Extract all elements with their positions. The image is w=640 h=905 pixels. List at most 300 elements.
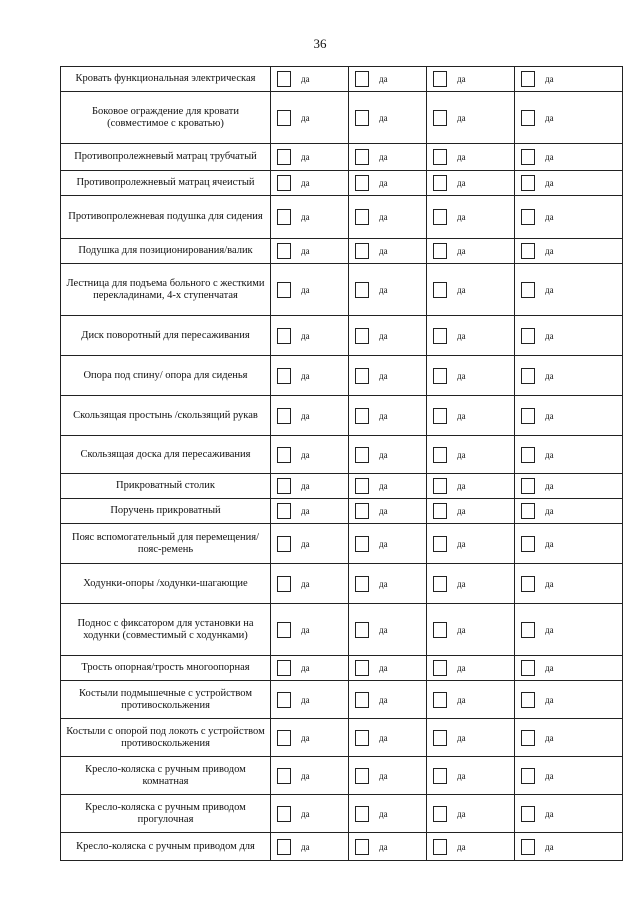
yes-label: да: [545, 663, 554, 673]
checkbox[interactable]: [277, 328, 291, 344]
checkbox[interactable]: [433, 536, 447, 552]
option-cell: [515, 316, 623, 356]
option-cell: [271, 604, 349, 656]
yes-label: да: [379, 694, 388, 705]
option-cell: [515, 499, 623, 524]
equipment-name: Скользящая простынь /скользящий рукав: [61, 396, 271, 436]
checkbox[interactable]: [433, 243, 447, 259]
yes-label: да: [379, 74, 388, 84]
checkbox[interactable]: [433, 175, 447, 191]
equipment-rows: [61, 67, 623, 861]
option-cell: [427, 795, 515, 833]
checkbox[interactable]: [277, 209, 291, 225]
yes-label: да: [301, 74, 310, 84]
option-cell: [271, 396, 349, 436]
checkbox[interactable]: [277, 368, 291, 384]
equipment-name: Скользящая доска для пересаживания: [61, 436, 271, 474]
option-cell: [271, 656, 349, 681]
option-cell: [515, 171, 623, 196]
option-cell: [349, 356, 427, 396]
checkbox[interactable]: [277, 478, 291, 494]
option-cell: [427, 356, 515, 396]
checkbox[interactable]: [521, 243, 535, 259]
option-cell: [271, 564, 349, 604]
option-cell: [427, 92, 515, 144]
yes-label: да: [545, 481, 554, 491]
checkbox[interactable]: [521, 730, 535, 746]
checkbox[interactable]: [433, 209, 447, 225]
table-row: [61, 171, 623, 196]
checkbox[interactable]: [433, 576, 447, 592]
equipment-name: Ходунки-опоры /ходунки-шагающие: [61, 564, 271, 604]
option-cell: [515, 264, 623, 316]
option-cell: [271, 833, 349, 861]
yes-label: да: [457, 370, 466, 381]
option-cell: [427, 239, 515, 264]
yes-label: да: [301, 246, 310, 256]
table-row: [61, 92, 623, 144]
checkbox[interactable]: [433, 149, 447, 165]
yes-label: да: [457, 246, 466, 256]
checkbox[interactable]: [277, 110, 291, 126]
yes-label: да: [301, 330, 310, 341]
option-cell: [427, 719, 515, 757]
table-row: [61, 239, 623, 264]
option-cell: [271, 681, 349, 719]
yes-label: да: [379, 178, 388, 188]
equipment-table: [60, 66, 623, 861]
option-cell: [271, 264, 349, 316]
table-row: [61, 264, 623, 316]
option-cell: [349, 604, 427, 656]
yes-label: да: [379, 841, 388, 852]
option-cell: [349, 436, 427, 474]
checkbox[interactable]: [355, 149, 369, 165]
checkbox[interactable]: [521, 110, 535, 126]
checkbox[interactable]: [355, 209, 369, 225]
checkbox[interactable]: [355, 660, 369, 676]
yes-label: да: [457, 694, 466, 705]
option-cell: [427, 656, 515, 681]
checkbox[interactable]: [277, 660, 291, 676]
table-row: [61, 316, 623, 356]
option-cell: [271, 757, 349, 795]
checkbox[interactable]: [277, 806, 291, 822]
table-row: [61, 474, 623, 499]
yes-label: да: [545, 770, 554, 781]
option-cell: [515, 436, 623, 474]
checkbox[interactable]: [277, 768, 291, 784]
checkbox[interactable]: [277, 282, 291, 298]
yes-label: да: [457, 284, 466, 295]
yes-label: да: [457, 212, 466, 222]
yes-label: да: [545, 112, 554, 123]
option-cell: [427, 67, 515, 92]
page-number: 36: [313, 36, 327, 51]
checkbox[interactable]: [433, 503, 447, 519]
option-cell: [427, 196, 515, 239]
checkbox[interactable]: [433, 282, 447, 298]
yes-label: да: [301, 481, 310, 491]
checkbox[interactable]: [355, 243, 369, 259]
option-cell: [349, 795, 427, 833]
equipment-name: Кресло-коляска с ручным приводом для: [61, 833, 271, 861]
yes-label: да: [301, 841, 310, 852]
yes-label: да: [457, 624, 466, 635]
checkbox[interactable]: [355, 768, 369, 784]
yes-label: да: [379, 506, 388, 516]
equipment-name: Боковое ограждение для кровати (совместимое с кроватью): [61, 92, 271, 144]
option-cell: [515, 795, 623, 833]
option-cell: [271, 524, 349, 564]
checkbox[interactable]: [355, 536, 369, 552]
yes-label: да: [457, 178, 466, 188]
checkbox[interactable]: [355, 576, 369, 592]
yes-label: да: [545, 246, 554, 256]
option-cell: [427, 474, 515, 499]
option-cell: [349, 92, 427, 144]
checkbox[interactable]: [277, 503, 291, 519]
option-cell: [271, 795, 349, 833]
yes-label: да: [301, 152, 310, 162]
yes-label: да: [301, 506, 310, 516]
checkbox[interactable]: [521, 149, 535, 165]
checkbox[interactable]: [355, 806, 369, 822]
option-cell: [271, 474, 349, 499]
yes-label: да: [457, 841, 466, 852]
yes-label: да: [379, 246, 388, 256]
option-cell: [515, 92, 623, 144]
yes-label: да: [301, 694, 310, 705]
table-row: [61, 795, 623, 833]
option-cell: [349, 719, 427, 757]
option-cell: [349, 499, 427, 524]
yes-label: да: [457, 330, 466, 341]
option-cell: [349, 144, 427, 171]
checkbox[interactable]: [521, 622, 535, 638]
checkbox[interactable]: [355, 503, 369, 519]
checkbox[interactable]: [433, 447, 447, 463]
checkbox[interactable]: [433, 622, 447, 638]
option-cell: [271, 436, 349, 474]
equipment-name: Прикроватный столик: [61, 474, 271, 499]
option-cell: [427, 681, 515, 719]
yes-label: да: [301, 770, 310, 781]
checkbox[interactable]: [277, 692, 291, 708]
yes-label: да: [545, 212, 554, 222]
yes-label: да: [545, 284, 554, 295]
equipment-name: Костыли подмышечные с устройством противоскольжения: [61, 681, 271, 719]
yes-label: да: [457, 663, 466, 673]
yes-label: да: [301, 284, 310, 295]
equipment-name: Противопролежневый матрац трубчатый: [61, 144, 271, 171]
checkbox[interactable]: [433, 768, 447, 784]
checkbox[interactable]: [355, 839, 369, 855]
option-cell: [515, 196, 623, 239]
equipment-name: Пояс вспомогательный для перемещения/пояс-ремень: [61, 524, 271, 564]
option-cell: [427, 316, 515, 356]
yes-label: да: [379, 284, 388, 295]
table-row: [61, 656, 623, 681]
yes-label: да: [379, 152, 388, 162]
checkbox[interactable]: [355, 368, 369, 384]
checkbox[interactable]: [277, 536, 291, 552]
option-cell: [427, 499, 515, 524]
checkbox[interactable]: [521, 328, 535, 344]
yes-label: да: [301, 112, 310, 123]
table-row: [61, 196, 623, 239]
option-cell: [427, 436, 515, 474]
yes-label: да: [457, 808, 466, 819]
option-cell: [271, 92, 349, 144]
checkbox[interactable]: [433, 408, 447, 424]
checkbox[interactable]: [521, 768, 535, 784]
option-cell: [349, 396, 427, 436]
checkbox[interactable]: [433, 478, 447, 494]
option-cell: [515, 239, 623, 264]
table-row: [61, 356, 623, 396]
option-cell: [427, 604, 515, 656]
checkbox[interactable]: [355, 110, 369, 126]
yes-label: да: [379, 624, 388, 635]
checkbox[interactable]: [277, 730, 291, 746]
option-cell: [427, 264, 515, 316]
yes-label: да: [457, 538, 466, 549]
option-cell: [349, 474, 427, 499]
yes-label: да: [457, 732, 466, 743]
checkbox[interactable]: [521, 536, 535, 552]
option-cell: [427, 171, 515, 196]
table-row: [61, 564, 623, 604]
yes-label: да: [379, 578, 388, 589]
checkbox[interactable]: [433, 660, 447, 676]
checkbox[interactable]: [355, 622, 369, 638]
equipment-name: Поручень прикроватный: [61, 499, 271, 524]
checkbox[interactable]: [355, 71, 369, 87]
yes-label: да: [379, 538, 388, 549]
table-row: [61, 524, 623, 564]
option-cell: [515, 396, 623, 436]
checkbox[interactable]: [521, 503, 535, 519]
checkbox[interactable]: [355, 175, 369, 191]
yes-label: да: [301, 449, 310, 460]
table-row: [61, 499, 623, 524]
option-cell: [349, 239, 427, 264]
option-cell: [349, 757, 427, 795]
option-cell: [271, 316, 349, 356]
option-cell: [349, 564, 427, 604]
equipment-name: Диск поворотный для пересаживания: [61, 316, 271, 356]
yes-label: да: [379, 330, 388, 341]
yes-label: да: [379, 770, 388, 781]
option-cell: [427, 524, 515, 564]
yes-label: да: [545, 330, 554, 341]
checkbox[interactable]: [521, 660, 535, 676]
option-cell: [427, 144, 515, 171]
equipment-name: Костыли с опорой под локоть с устройством противоскольжения: [61, 719, 271, 757]
checkbox[interactable]: [433, 71, 447, 87]
checkbox[interactable]: [277, 447, 291, 463]
option-cell: [515, 833, 623, 861]
equipment-name: Противопролежневый матрац ячеистый: [61, 171, 271, 196]
option-cell: [427, 396, 515, 436]
yes-label: да: [545, 841, 554, 852]
yes-label: да: [545, 449, 554, 460]
option-cell: [515, 564, 623, 604]
yes-label: да: [379, 212, 388, 222]
option-cell: [271, 171, 349, 196]
option-cell: [515, 604, 623, 656]
checkbox[interactable]: [521, 839, 535, 855]
yes-label: да: [301, 410, 310, 421]
option-cell: [349, 681, 427, 719]
table-row: [61, 833, 623, 861]
checkbox[interactable]: [355, 328, 369, 344]
equipment-name: Кресло-коляска с ручным приводом комнатная: [61, 757, 271, 795]
checkbox[interactable]: [521, 576, 535, 592]
yes-label: да: [457, 112, 466, 123]
option-cell: [515, 757, 623, 795]
option-cell: [515, 681, 623, 719]
option-cell: [515, 719, 623, 757]
checkbox[interactable]: [355, 730, 369, 746]
checkbox[interactable]: [521, 692, 535, 708]
yes-label: да: [457, 578, 466, 589]
option-cell: [427, 833, 515, 861]
equipment-name: Поднос с фиксатором для установки на ходунки (совместимый с ходунками): [61, 604, 271, 656]
option-cell: [427, 564, 515, 604]
option-cell: [349, 833, 427, 861]
equipment-name: Опора под спину/ опора для сиденья: [61, 356, 271, 396]
checkbox[interactable]: [521, 478, 535, 494]
checkbox[interactable]: [521, 209, 535, 225]
checkbox[interactable]: [277, 243, 291, 259]
yes-label: да: [457, 410, 466, 421]
yes-label: да: [457, 506, 466, 516]
yes-label: да: [545, 694, 554, 705]
checkbox[interactable]: [277, 408, 291, 424]
yes-label: да: [379, 732, 388, 743]
yes-label: да: [545, 370, 554, 381]
option-cell: [271, 144, 349, 171]
yes-label: да: [545, 178, 554, 188]
checkbox[interactable]: [521, 447, 535, 463]
yes-label: да: [457, 152, 466, 162]
yes-label: да: [379, 370, 388, 381]
table-row: [61, 436, 623, 474]
checkbox[interactable]: [355, 447, 369, 463]
equipment-name: Трость опорная/трость многоопорная: [61, 656, 271, 681]
yes-label: да: [301, 178, 310, 188]
table-row: [61, 604, 623, 656]
yes-label: да: [379, 481, 388, 491]
yes-label: да: [545, 74, 554, 84]
option-cell: [271, 239, 349, 264]
yes-label: да: [379, 449, 388, 460]
option-cell: [515, 656, 623, 681]
yes-label: да: [301, 538, 310, 549]
checkbox[interactable]: [277, 175, 291, 191]
option-cell: [349, 524, 427, 564]
option-cell: [271, 719, 349, 757]
option-cell: [349, 264, 427, 316]
checkbox[interactable]: [277, 149, 291, 165]
checkbox[interactable]: [277, 839, 291, 855]
yes-label: да: [379, 112, 388, 123]
checkbox[interactable]: [433, 110, 447, 126]
equipment-name: Противопролежневая подушка для сидения: [61, 196, 271, 239]
option-cell: [271, 356, 349, 396]
yes-label: да: [545, 624, 554, 635]
yes-label: да: [301, 212, 310, 222]
option-cell: [515, 474, 623, 499]
checkbox[interactable]: [521, 368, 535, 384]
checkbox[interactable]: [355, 408, 369, 424]
yes-label: да: [457, 770, 466, 781]
checkbox[interactable]: [433, 806, 447, 822]
table-row: [61, 144, 623, 171]
table-row: [61, 757, 623, 795]
yes-label: да: [379, 410, 388, 421]
yes-label: да: [379, 808, 388, 819]
option-cell: [349, 171, 427, 196]
option-cell: [349, 196, 427, 239]
checkbox[interactable]: [433, 839, 447, 855]
yes-label: да: [301, 808, 310, 819]
option-cell: [515, 67, 623, 92]
checkbox[interactable]: [521, 175, 535, 191]
yes-label: да: [545, 732, 554, 743]
yes-label: да: [301, 578, 310, 589]
option-cell: [349, 67, 427, 92]
checkbox[interactable]: [521, 282, 535, 298]
checkbox[interactable]: [277, 71, 291, 87]
checkbox[interactable]: [277, 622, 291, 638]
checkbox[interactable]: [433, 730, 447, 746]
equipment-name: Подушка для позиционирования/валик: [61, 239, 271, 264]
checkbox[interactable]: [277, 576, 291, 592]
equipment-name: Кресло-коляска с ручным приводом прогулочная: [61, 795, 271, 833]
option-cell: [515, 524, 623, 564]
yes-label: да: [301, 732, 310, 743]
checkbox[interactable]: [433, 328, 447, 344]
yes-label: да: [457, 481, 466, 491]
checkbox[interactable]: [433, 368, 447, 384]
option-cell: [271, 67, 349, 92]
checkbox[interactable]: [521, 806, 535, 822]
yes-label: да: [545, 808, 554, 819]
checkbox[interactable]: [355, 478, 369, 494]
checkbox[interactable]: [521, 71, 535, 87]
checkbox[interactable]: [433, 692, 447, 708]
yes-label: да: [545, 410, 554, 421]
yes-label: да: [301, 663, 310, 673]
checkbox[interactable]: [355, 692, 369, 708]
table-row: [61, 719, 623, 757]
yes-label: да: [545, 506, 554, 516]
option-cell: [349, 656, 427, 681]
yes-label: да: [301, 624, 310, 635]
option-cell: [271, 196, 349, 239]
table-row: [61, 396, 623, 436]
equipment-name: Кровать функциональная электрическая: [61, 67, 271, 92]
option-cell: [271, 499, 349, 524]
yes-label: да: [301, 370, 310, 381]
checkbox[interactable]: [355, 282, 369, 298]
checkbox[interactable]: [521, 408, 535, 424]
yes-label: да: [457, 449, 466, 460]
yes-label: да: [545, 578, 554, 589]
